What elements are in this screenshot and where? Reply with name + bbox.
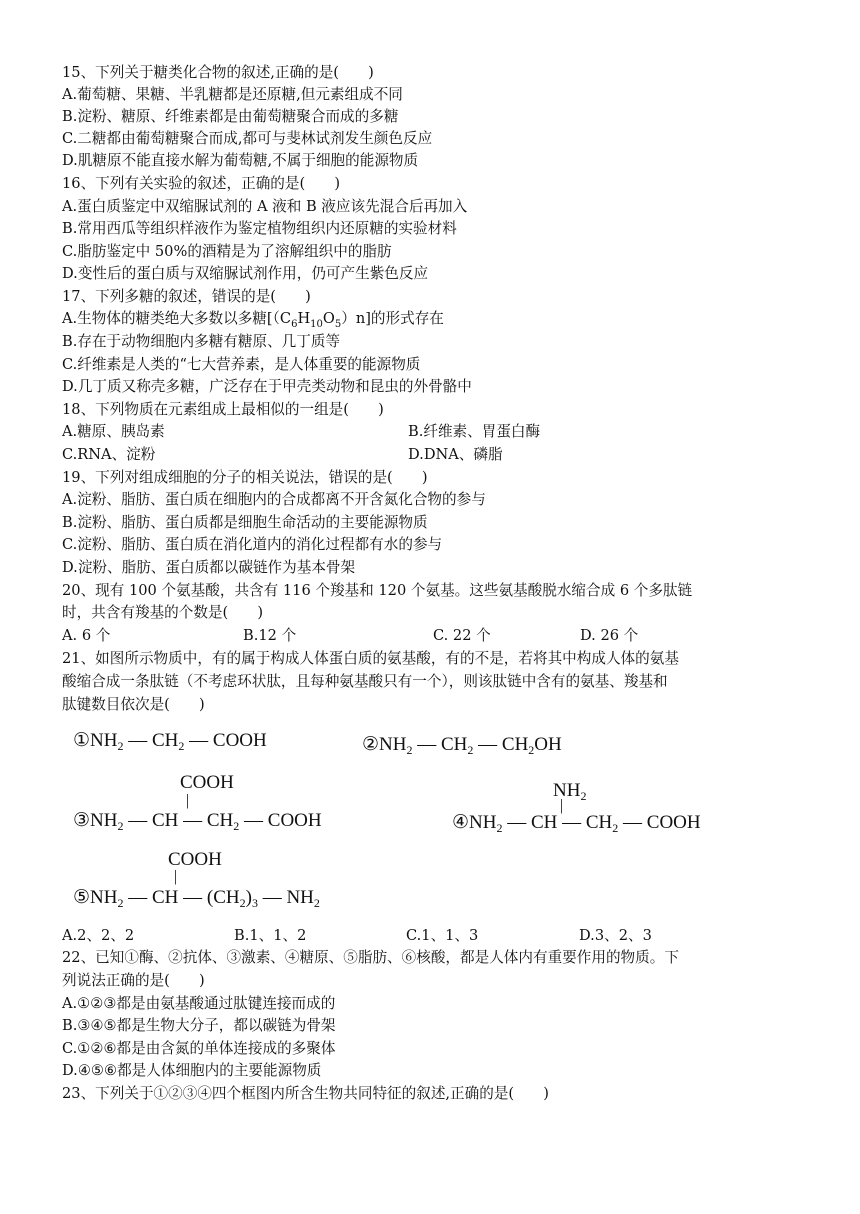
- q21-stem-line1: 21、如图所示物质中，有的属于构成人体蛋白质的氨基酸，有的不是，若将其中构成人体的氨基: [62, 650, 679, 667]
- molecule-4-bond: |: [560, 797, 564, 814]
- q16-option-b: B.常用西瓜等组织样液作为鉴定植物组织内还原糖的实验材料: [62, 220, 457, 237]
- q21-option-a: A.2、2、2: [62, 927, 135, 944]
- q17-option-c: C.纤维素是人类的“七大营养素，是人体重要的能源物质: [62, 356, 421, 373]
- q18-option-d: D.DNA、磷脂: [408, 446, 503, 463]
- molecule-3: $③NH_2$ — CH — $CH_2$ — COOH: [73, 810, 322, 833]
- q16-option-c: C.脂肪鉴定中 50%的酒精是为了溶解组织中的脂肪: [62, 243, 392, 260]
- q15-option-c: C.二糖都由葡萄糖聚合而成,都可与斐林试剂发生颜色反应: [62, 130, 433, 147]
- q16-stem: 16、下列有关实验的叙述，正确的是( ): [62, 175, 341, 192]
- q19-stem: 19、下列对组成细胞的分子的相关说法，错误的是( ): [62, 469, 428, 486]
- q19-option-a: A.淀粉、脂肪、蛋白质在细胞内的合成都离不开含氮化合物的参与: [62, 491, 486, 508]
- q16-option-d: D.变性后的蛋白质与双缩脲试剂作用，仍可产生紫色反应: [62, 265, 429, 282]
- q17-option-a: A.生物体的糖类绝大多数以多糖$[(C_6H_{10}O_5)n]$的形式存在: [62, 310, 444, 330]
- molecule-3-cooh: COOH: [180, 772, 234, 793]
- q17-option-d: D.几丁质又称壳多糖，广泛存在于甲壳类动物和昆虫的外骨骼中: [62, 378, 472, 395]
- q19-option-b: B.淀粉、脂肪、蛋白质都是细胞生命活动的主要能源物质: [62, 514, 428, 531]
- q23-stem: 23、下列关于①②③④四个框图内所含生物共同特征的叙述,正确的是( ): [62, 1085, 550, 1102]
- molecule-5-bond: |: [174, 868, 178, 885]
- q20-option-a: A. 6 个: [62, 627, 111, 644]
- q22-option-b: B.③④⑤都是生物大分子，都以碳链为骨架: [62, 1017, 336, 1034]
- molecule-5: $⑤NH_2$ — CH — $(CH_2)_3$ — $NH_2$: [73, 887, 320, 910]
- q16-option-a: A.蛋白质鉴定中双缩脲试剂的 A 液和 B 液应该先混合后再加入: [62, 198, 468, 215]
- q22-option-c: C.①②⑥都是由含氮的单体连接成的多聚体: [62, 1040, 336, 1057]
- q15-option-a: A.葡萄糖、果糖、半乳糖都是还原糖,但元素组成不同: [62, 86, 403, 103]
- q20-option-d: D. 26 个: [580, 627, 639, 644]
- molecule-4: $④NH_2$ — CH — $CH_2$ — COOH: [452, 812, 701, 835]
- q20-option-b: B.12 个: [243, 627, 297, 644]
- q15-option-d: D.肌糖原不能直接水解为葡萄糖,不属于细胞的能源物质: [62, 152, 419, 169]
- q22-stem-line1: 22、已知①酶、②抗体、③激素、④糖原、⑤脂肪、⑥核酸，都是人体内有重要作用的物质。下: [62, 949, 679, 966]
- molecule-3-bond: |: [186, 792, 190, 809]
- q17-option-b: B.存在于动物细胞内多糖有糖原、几丁质等: [62, 333, 341, 350]
- q21-stem-line2: 酸缩合成一条肽链（不考虑环状肽，且每种氨基酸只有一个），则该肽链中含有的氨基、羧基和: [62, 673, 668, 690]
- q21-stem-line3: 肽键数目依次是( ): [62, 696, 205, 713]
- q21-option-b: B.1、1、2: [234, 927, 307, 944]
- q22-option-a: A.①②③都是由氨基酸通过肽键连接而成的: [62, 995, 336, 1012]
- molecule-1: $①NH_2$ — $CH_2$ — COOH: [73, 730, 267, 753]
- molecule-2: $②NH_2$ — $CH_2$ — $CH_2OH$: [362, 734, 562, 757]
- q17-stem: 17、下列多糖的叙述，错误的是( ): [62, 288, 311, 305]
- q19-option-d: D.淀粉、脂肪、蛋白质都以碳链作为基本骨架: [62, 559, 356, 576]
- molecule-5-cooh: COOH: [168, 849, 222, 870]
- q15-option-b: B.淀粉、糖原、纤维素都是由葡萄糖聚合而成的多糖: [62, 108, 399, 125]
- q18-stem: 18、下列物质在元素组成上最相似的一组是( ): [62, 401, 384, 418]
- q21-option-d: D.3、2、3: [579, 927, 652, 944]
- q18-option-c: C.RNA、淀粉: [62, 446, 156, 463]
- q18-option-a: A.糖原、胰岛素: [62, 423, 165, 440]
- q19-option-c: C.淀粉、脂肪、蛋白质在消化道内的消化过程都有水的参与: [62, 536, 443, 553]
- q22-option-d: D.④⑤⑥都是人体细胞内的主要能源物质: [62, 1062, 322, 1079]
- q20-option-c: C. 22 个: [433, 627, 491, 644]
- q22-stem-line2: 列说法正确的是( ): [62, 972, 205, 989]
- molecule-4-nh2: $NH_2$: [553, 780, 587, 803]
- q21-option-c: C.1、1、3: [406, 927, 479, 944]
- q15-stem: 15、下列关于糖类化合物的叙述,正确的是( ): [62, 64, 374, 81]
- q20-stem-line1: 20、现有 100 个氨基酸，共含有 116 个羧基和 120 个氨基。这些氨基酸脱水缩合成 6 个多肽链: [62, 582, 693, 599]
- q18-option-b: B.纤维素、胃蛋白酶: [408, 423, 541, 440]
- q20-stem-line2: 时，共含有羧基的个数是( ): [62, 604, 264, 621]
